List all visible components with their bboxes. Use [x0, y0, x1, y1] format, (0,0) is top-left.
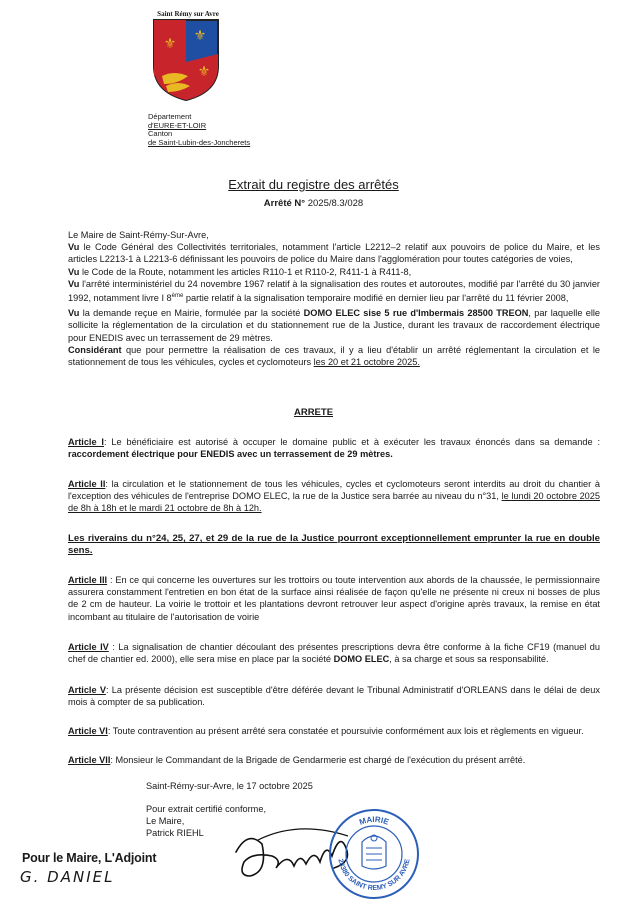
article-2: Article II: la circulation et le stationnement de tous les véhicules, cycles et cyclomoteurs seront interdits au droit du chantier à l'exception des véhicules de l'entreprise DOMO ELEC, la rue de la Justice sera barrée au niveau du n°31, le lundi 20 octobre 2025 de 8h à 18h et le mardi 21 octobre de 8h à 12h.	[68, 479, 601, 514]
article-7: Article VII: Monsieur le Commandant de la Brigade de Gendarmerie est chargé de l'exécution du présent arrêté.	[68, 755, 526, 765]
svg-text:⚜: ⚜	[197, 63, 211, 79]
preamble	[68, 229, 600, 368]
mayor-role: Le Maire,	[146, 816, 185, 827]
departement-name: d'EURE-ET-LOIR	[148, 120, 207, 130]
arrete-number: 2025/8.3/028	[307, 198, 364, 209]
article-1: Article I: Le bénéficiaire est autorisé à occuper le domaine public et à exécuter les travaux énoncés dans sa demande : raccordement électrique pour ENEDIS avec un terrassement de 29 mètres.	[68, 437, 600, 460]
arrete-heading: ARRETE	[293, 407, 334, 418]
vu-demande: Vu la demande reçue en Mairie, formulée par la société DOMO ELEC sise 5 rue d'Imbermais 28500 TREON, par laquelle elle sollicite la réglementation de la circulation et du stationnement rue de la Justice, durant les travaux de raccordement électrique pour ENEDIS avec un terrassement de 29 mètres.	[68, 308, 601, 343]
document-title: Extrait du registre des arrêtés	[228, 177, 399, 192]
article-4: Article IV : La signalisation de chantier découlant des présentes prescriptions devra être conforme à la fiche CF19 (manuel du chef de chantier ed. 2000), elle sera mise en place par la société DOMO ELEC, à sa charge et sous sa responsabilité.	[68, 642, 600, 665]
mayor-name: Patrick RIEHL	[146, 828, 204, 839]
riverains-notice: Les riverains du n°24, 25, 27, et 29 de la rue de la Justice pourront exceptionnellement emprunter la rue en double sens.	[68, 533, 600, 557]
arrete-number-line	[0, 198, 627, 209]
adjoint-name: G. DANIEL	[20, 868, 115, 886]
article-6: Article VI: Toute contravention au présent arrêté sera constatée et poursuivie conformément aux lois et règlements en vigueur.	[68, 726, 584, 736]
certified-text: Pour extrait certifié conforme,	[146, 804, 266, 814]
arrete-label: Arrêté N°	[263, 198, 306, 209]
mairie-stamp	[328, 808, 420, 900]
svg-text:⚜: ⚜	[163, 35, 177, 51]
commune-name: Saint Rémy sur Avre	[157, 10, 219, 18]
letterhead-info	[148, 113, 250, 147]
canton-label: Canton	[148, 129, 173, 138]
canton-name: de Saint-Lubin-des-Joncherets	[148, 137, 251, 147]
article-5: Article V: La présente décision est susceptible d'être déférée devant le Tribunal Administratif d'ORLEANS dans le délai de deux mois à compter de sa publication.	[68, 685, 600, 708]
svg-text:⚜: ⚜	[193, 27, 207, 43]
considerant: Considérant que pour permettre la réalisation de ces travaux, il y a lieu d'établir un arrêté réglementant la circulation et le stationnement de tous les véhicules, cycles et cyclomoteurs les 20 et 21 octobre 2025.	[68, 344, 600, 368]
adjoint-label: Pour le Maire, L'Adjoint	[22, 851, 157, 865]
vu-code-route: Vu le Code de la Route, notamment les articles R110-1 et R110-2, R411-1 à R411-8,	[68, 266, 412, 277]
coat-of-arms-logo	[152, 18, 220, 102]
stamp-bottom-text: 28380 SAINT REMY SUR AVRE	[336, 858, 412, 893]
departement-label: Département	[148, 112, 192, 121]
place-date: Saint-Rémy-sur-Avre, le 17 octobre 2025	[146, 781, 313, 791]
stamp-top-text: MAIRIE	[358, 814, 391, 827]
article-3: Article III : En ce qui concerne les ouvertures sur les trottoirs ou toute intervention aux abords de la chaussée, le permissionnaire assurera constamment l'entretien en bon état de la surface ainsi réalisée de façon qu'elle ne présente ni creux ni bosses de plus de 2 cm de hauteur. La voirie le trottoir et les plantations devront retrouver leur aspect d'origine après travaux, la remise en état incombant au titulaire de l'autorisation de voirie	[68, 575, 600, 622]
preamble-intro: Le Maire de Saint-Rémy-Sur-Avre,	[68, 230, 209, 240]
vu-code-collectivites: Vu le Code Général des Collectivités territoriales, notamment l'article L2212–2 relatif aux pouvoirs de police du Maire, et les articles L2213-1 à L2213-6 définissant les pouvoirs de police du Maire dans l'agglomération pour toutes catégories de voies,	[68, 242, 600, 265]
vu-arrete-interministeriel: Vu l'arrêté interministériel du 24 novembre 1967 relatif à la signalisation des routes et autoroutes, modifié par l'arrêté du 30 janvier 1992, notamment livre I 8ème partie relatif à la signalisation temporaire modifié en dernier lieu par l'arrêté du 11 février 2008,	[68, 278, 600, 304]
svg-text:MAIRIE	[358, 815, 391, 827]
